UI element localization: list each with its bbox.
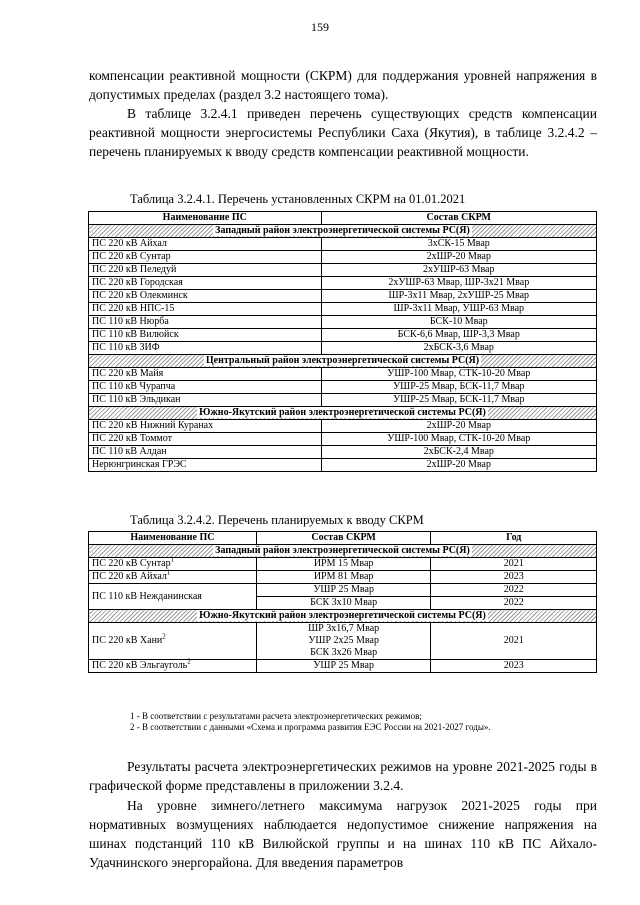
table-row (89, 251, 597, 264)
cell-composition: УШР-25 Мвар, БСК-11,7 Мвар (321, 381, 596, 394)
table-row (89, 660, 597, 673)
cell-composition: ИРМ 81 Мвар (256, 571, 431, 584)
header-year: Год (431, 532, 597, 545)
cell-year: 2023 (431, 571, 597, 584)
header-composition: Состав СКРМ (321, 212, 596, 225)
header-composition: Состав СКРМ (256, 532, 431, 545)
cell-composition: УШР-25 Мвар, БСК-11,7 Мвар (321, 394, 596, 407)
cell-substation: ПС 220 кВ Майя (89, 368, 322, 381)
table-row (89, 238, 597, 251)
cell-substation: Нерюнгринская ГРЭС (89, 459, 322, 472)
table-row (89, 342, 597, 355)
cell-substation: ПС 220 кВ Пеледуй (89, 264, 322, 277)
cell-composition: ШР-3х11 Мвар, УШР-63 Мвар (321, 303, 596, 316)
paragraph-tables-description: В таблице 3.2.4.1 приведен перечень существующих средств компенсации реактивной мощности энергосистемы Республики Саха (Якутия), в таблице 3.2.4.2 – перечень планируемых к вводу средств компенсации реактивной мощности. (89, 106, 597, 159)
cell-substation: ПС 220 кВ Нижний Куранах (89, 420, 322, 433)
cell-composition: 2хУШР-63 Мвар (321, 264, 596, 277)
cell-substation: ПС 220 кВ Сунтар$^1$ (89, 558, 257, 571)
cell-composition: 2хБСК-2,4 Мвар (321, 446, 596, 459)
table-row (89, 558, 597, 571)
cell-year: 2022 (431, 584, 597, 597)
paragraph-voltage: На уровне зимнего/летнего максимума нагрузок 2021-2025 годы при нормативных возмущениях наблюдается недопустимое снижение напряжения на шинах подстанций 110 кВ Вилюйской группы и на шинах 110 кВ ПС Айхало-Удачнинского энергорайона. Для введения параметров (89, 798, 597, 870)
cell-composition: 2хШР-20 Мвар (321, 251, 596, 264)
cell-composition: БСК-10 Мвар (321, 316, 596, 329)
cell-composition: 2хУШР-63 Мвар, ШР-3х21 Мвар (321, 277, 596, 290)
table-row (89, 368, 597, 381)
cell-substation: ПС 220 кВ НПС-15 (89, 303, 322, 316)
table-planned-skrm (88, 531, 597, 673)
cell-composition: УШР 25 Мвар (256, 660, 431, 673)
cell-substation: ПС 220 кВ Городская (89, 277, 322, 290)
table-row (89, 623, 597, 660)
footnote-2: 2 - В соответствии с данными «Схема и программа развития ЕЭС России на 2021-2027 годы». (130, 722, 491, 732)
cell-composition: 3хСК-15 Мвар (321, 238, 596, 251)
table-header-row (89, 212, 597, 225)
table-row (89, 420, 597, 433)
footnote-1: 1 - В соответствии с результатами расчета электроэнергетических режимов; (130, 711, 422, 721)
table-row (89, 394, 597, 407)
region-row: Центральный район электроэнергетической системы РС(Я) (89, 355, 597, 368)
table-row (89, 433, 597, 446)
cell-substation: ПС 220 кВ Томмот (89, 433, 322, 446)
cell-substation: ПС 220 кВ Хани$^2$ (89, 623, 257, 660)
cell-substation: ПС 110 кВ Вилюйск (89, 329, 322, 342)
cell-composition: 2хБСК-3,6 Мвар (321, 342, 596, 355)
table-row (89, 303, 597, 316)
cell-composition: ИРМ 15 Мвар (256, 558, 431, 571)
cell-substation: ПС 110 кВ ЗИФ (89, 342, 322, 355)
cell-year: 2021 (431, 558, 597, 571)
cell-composition: УШР 25 Мвар (256, 584, 431, 597)
region-row: Южно-Якутский район электроэнергетической системы РС(Я) (89, 407, 597, 420)
cell-composition: БСК 3х10 Мвар (256, 597, 431, 610)
cell-substation: ПС 220 кВ Олекминск (89, 290, 322, 303)
cell-substation: ПС 220 кВ Айхал (89, 238, 322, 251)
cell-year: 2021 (431, 623, 597, 660)
cell-year: 2023 (431, 660, 597, 673)
cell-composition: БСК-6,6 Мвар, ШР-3,3 Мвар (321, 329, 596, 342)
region-row: Южно-Якутский район электроэнергетической системы РС(Я) (89, 610, 597, 623)
table-row (89, 290, 597, 303)
page-number: 159 (311, 20, 329, 34)
table2-caption: Таблица 3.2.4.2. Перечень планируемых к вводу СКРМ (130, 513, 424, 527)
table-row (89, 329, 597, 342)
cell-substation: ПС 220 кВ Сунтар (89, 251, 322, 264)
table-header-row (89, 532, 597, 545)
table-row (89, 446, 597, 459)
cell-substation: ПС 110 кВ Нюрба (89, 316, 322, 329)
cell-composition: УШР-100 Мвар, СТК-10-20 Мвар (321, 433, 596, 446)
table-row (89, 584, 597, 597)
cell-year: 2022 (431, 597, 597, 610)
cell-substation: ПС 110 кВ Нежданинская (89, 584, 257, 610)
table-row (89, 277, 597, 290)
cell-composition: ШР-3х11 Мвар, 2хУШР-25 Мвар (321, 290, 596, 303)
table-row (89, 571, 597, 584)
region-row: Западный район электроэнергетической системы РС(Я) (89, 225, 597, 238)
table-row (89, 459, 597, 472)
header-substation: Наименование ПС (89, 532, 257, 545)
cell-composition: 2хШР-20 Мвар (321, 459, 596, 472)
table-installed-skrm (88, 211, 597, 472)
cell-substation: ПС 220 кВ Эльгауголь$^2$ (89, 660, 257, 673)
table-row (89, 381, 597, 394)
cell-substation: ПС 110 кВ Эльдикан (89, 394, 322, 407)
cell-composition: ШР 3х16,7 Мвар УШР 2х25 Мвар БСК 3х26 Мвар (256, 623, 431, 660)
cell-substation: ПС 220 кВ Айхал$^1$ (89, 571, 257, 584)
cell-substation: ПС 110 кВ Чурапча (89, 381, 322, 394)
cell-substation: ПС 110 кВ Алдан (89, 446, 322, 459)
table-row (89, 316, 597, 329)
table-row (89, 264, 597, 277)
table1-caption: Таблица 3.2.4.1. Перечень установленных СКРМ на 01.01.2021 (130, 192, 466, 206)
region-row: Западный район электроэнергетической системы РС(Я) (89, 545, 597, 558)
cell-composition: УШР-100 Мвар, СТК-10-20 Мвар (321, 368, 596, 381)
paragraph-results: Результаты расчета электроэнергетических режимов на уровне 2021-2025 годы в графической форме представлены в приложении 3.2.4. (89, 759, 597, 793)
header-substation: Наименование ПС (89, 212, 322, 225)
cell-composition: 2хШР-20 Мвар (321, 420, 596, 433)
paragraph-intro: компенсации реактивной мощности (СКРМ) для поддержания уровней напряжения в допустимых пределах (раздел 3.2 настоящего тома). (89, 68, 597, 102)
